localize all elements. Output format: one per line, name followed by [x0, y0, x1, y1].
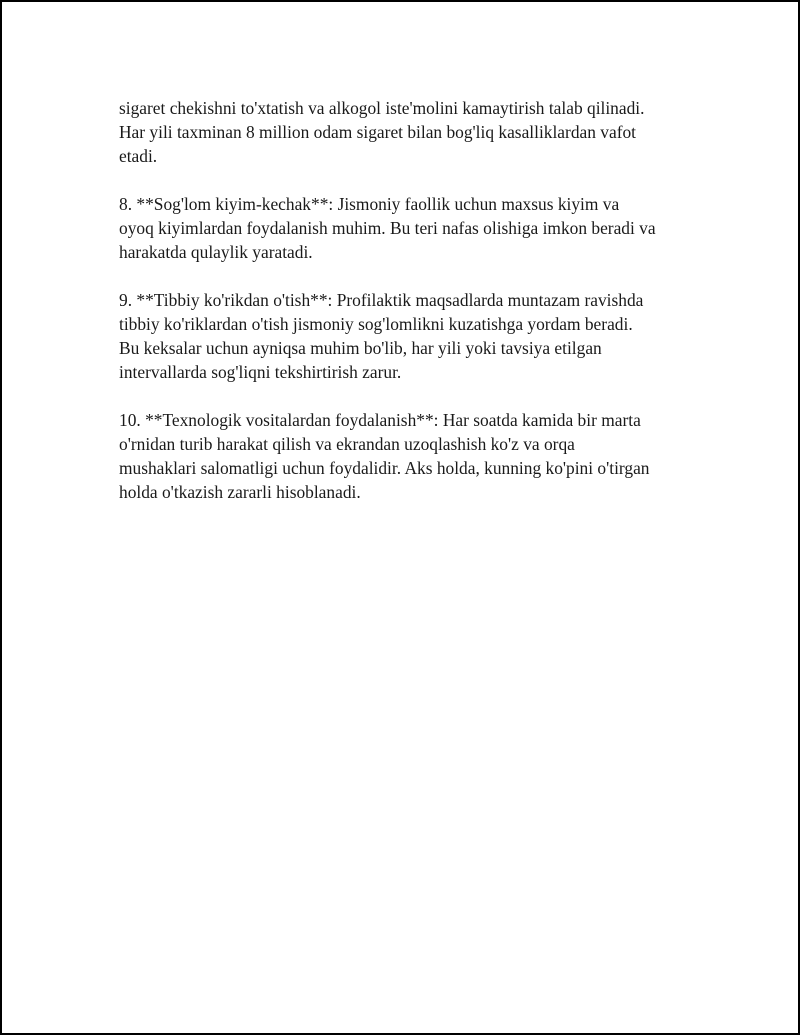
- paragraph-smoking-continuation: [119, 96, 699, 168]
- document-body: [119, 96, 699, 528]
- text-line: sigaret chekishni to'xtatish va alkogol iste'molini kamaytirish talab qilinadi.: [119, 98, 645, 118]
- text-line: Har yili taxminan 8 million odam sigaret bilan bog'liq kasalliklardan vafot: [119, 122, 637, 142]
- text-line: mushaklari salomatligi uchun foydalidir. Aks holda, kunning ko'pini o'tirgan: [119, 458, 650, 478]
- paragraph-item-10: [119, 408, 699, 504]
- paragraph-item-8: [119, 192, 699, 264]
- text-line: 10. **Texnologik vositalardan foydalanish**: Har soatda kamida bir marta: [119, 410, 641, 430]
- text-line: Bu keksalar uchun ayniqsa muhim bo'lib, har yili yoki tavsiya etilgan: [119, 338, 602, 358]
- text-line: 9. **Tibbiy ko'rikdan o'tish**: Profilaktik maqsadlarda muntazam ravishda: [119, 290, 644, 310]
- paragraph-item-9: [119, 288, 699, 384]
- text-line: intervallarda sog'liqni tekshirtirish zarur.: [119, 362, 402, 382]
- text-line: 8. **Sog'lom kiyim-kechak**: Jismoniy faollik uchun maxsus kiyim va: [119, 194, 620, 214]
- text-line: harakatda qulaylik yaratadi.: [119, 242, 313, 262]
- text-line: tibbiy ko'riklardan o'tish jismoniy sog'lomlikni kuzatishga yordam beradi.: [119, 314, 633, 334]
- text-line: oyoq kiyimlardan foydalanish muhim. Bu teri nafas olishiga imkon beradi va: [119, 218, 656, 238]
- text-line: holda o'tkazish zararli hisoblanadi.: [119, 482, 361, 502]
- text-line: o'rnidan turib harakat qilish va ekrandan uzoqlashish ko'z va orqa: [119, 434, 575, 454]
- text-line: etadi.: [119, 146, 158, 166]
